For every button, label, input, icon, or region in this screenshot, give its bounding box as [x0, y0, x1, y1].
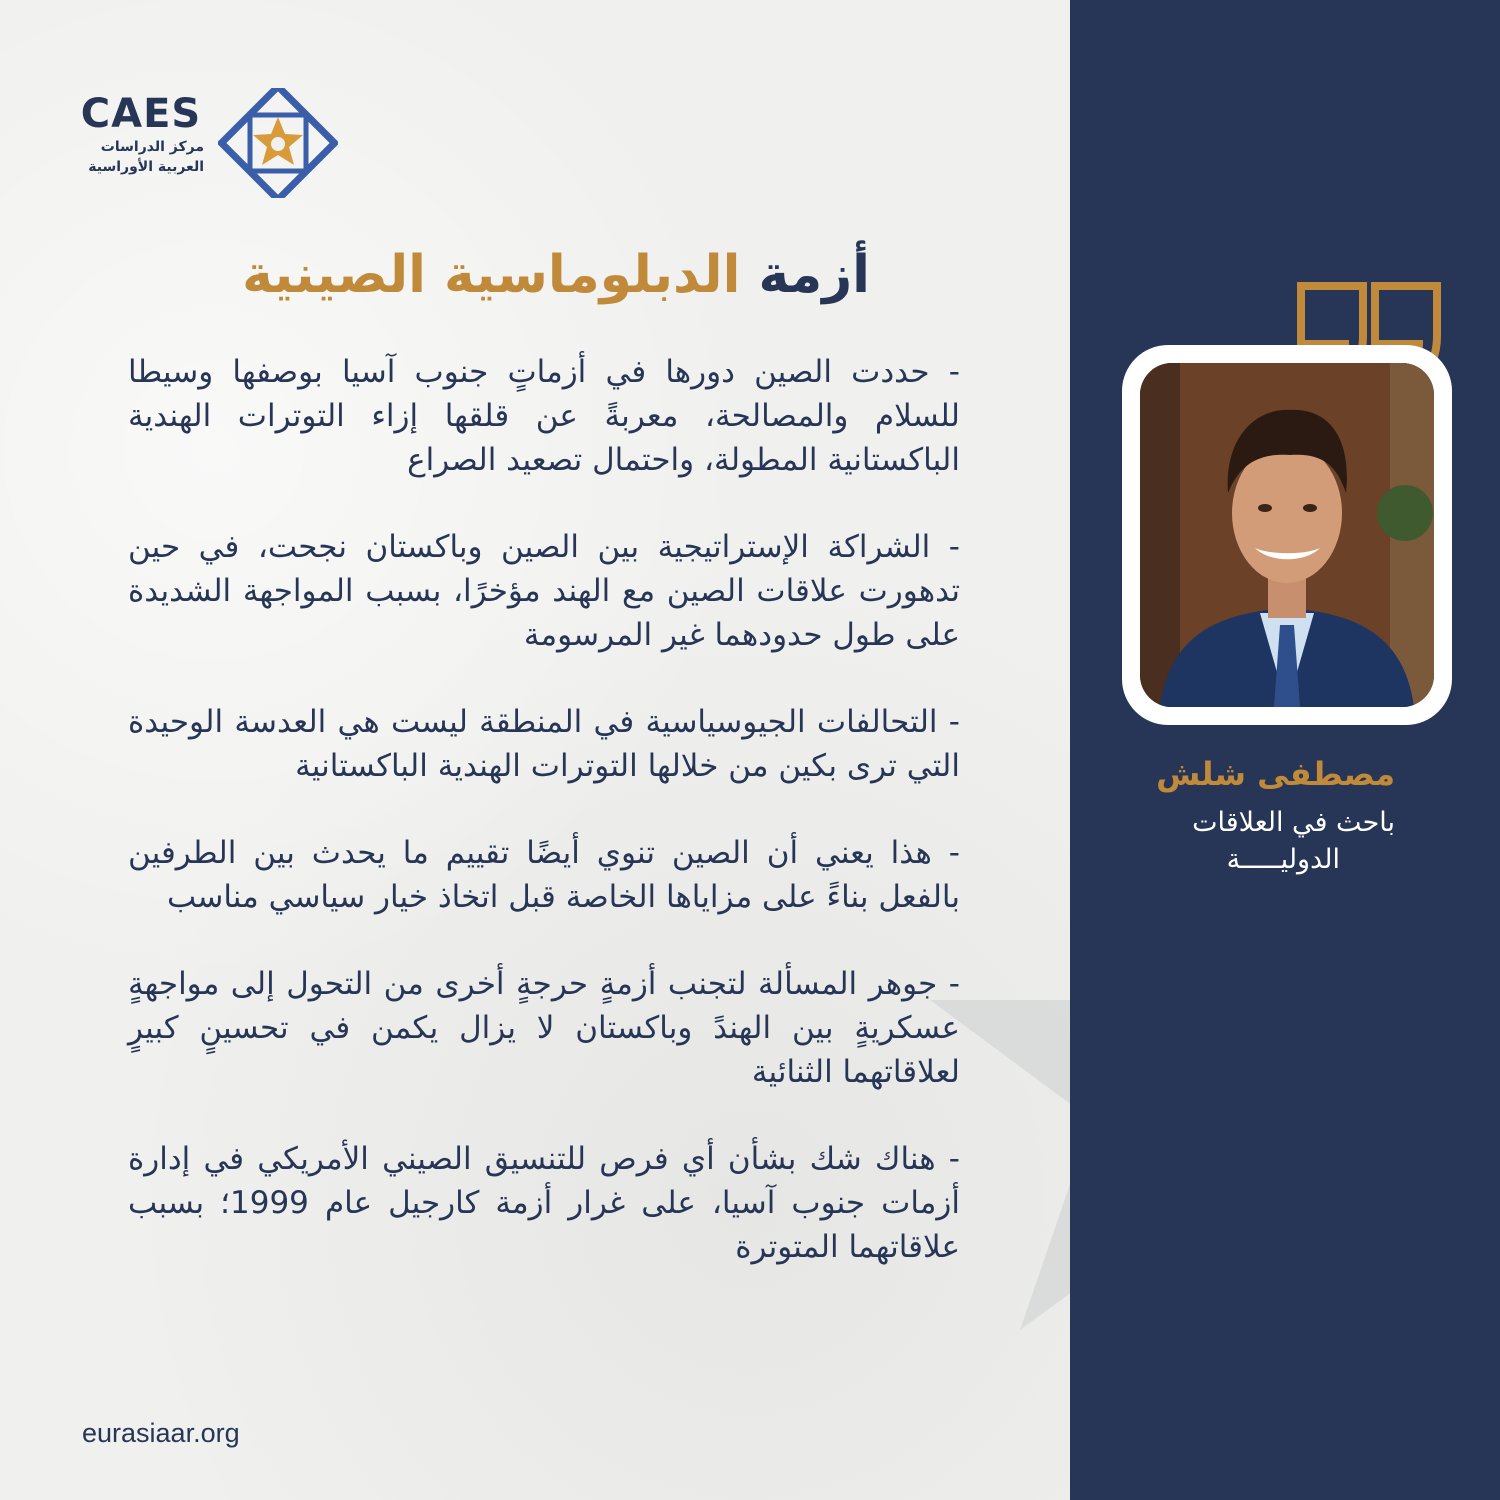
author-photo-frame [1122, 345, 1452, 725]
point-item: - جوهر المسألة لتجنب أزمةٍ حرجةٍ أخرى من التحول إلى مواجهةٍ عسكريةٍ بين الهندً وباكستان لا يزال يكمن في تحسينٍ كبيرٍ لعلاقاتهما الثنائية [128, 966, 960, 1090]
eight-point-star-icon [218, 88, 338, 198]
point-item: - هناك شك بشأن أي فرص للتنسيق الصيني الأمريكي في إدارة أزمات جنوب آسيا، على غرار أزمة كارجيل عام 1999؛ بسبب علاقاتهما المتوترة [128, 1141, 960, 1265]
website-link[interactable]: eurasiaar.org [82, 1418, 240, 1448]
author-role-line2: الدوليـــــة [1226, 844, 1340, 875]
author-name: مصطفى شلش [1156, 755, 1395, 793]
logo-wordmark: CAES [80, 91, 202, 137]
article-points [128, 350, 960, 1312]
caes-logo [78, 88, 343, 198]
point-item: - حددت الصين دورها في أزماتٍ جنوب آسيا بوصفها وسيطا للسلام والمصالحة، معربةً عن قلقها إزاء التوترات الهندية الباكستانية المطولة، واحتمال تصعيد الصراع [128, 354, 960, 478]
title-part2: الدبلوماسية الصينية [242, 245, 741, 305]
author-role-line1: باحث في العلاقات [1192, 807, 1395, 838]
logo-subtitle-line1: مركز الدراسات [100, 139, 204, 155]
author-photo [1140, 363, 1434, 707]
point-item: - هذا يعني أن الصين تنوي أيضًا تقييم ما يحدث بين الطرفين بالفعل بناءً على مزاياها الخاصة قبل اتخاذ خيار سياسي مناسب [128, 835, 960, 915]
title-part1: أزمة [758, 245, 870, 305]
logo-subtitle-line2: العربية الأوراسية [88, 159, 204, 175]
point-item: - التحالفات الجيوسياسية في المنطقة ليست هي العدسة الوحيدة التي ترى بكين من خلالها التوترات الهندية الباكستانية [128, 704, 960, 784]
page-title [150, 240, 870, 310]
point-item: - الشراكة الإستراتيجية بين الصين وباكستان نجحت، في حين تدهورت علاقات الصين مع الهند مؤخرًا، بسبب المواجهة الشديدة على طول حدودهما غير المرسومة [128, 529, 960, 653]
author-portrait-icon [1140, 363, 1434, 707]
author-sidebar [1070, 0, 1500, 1500]
